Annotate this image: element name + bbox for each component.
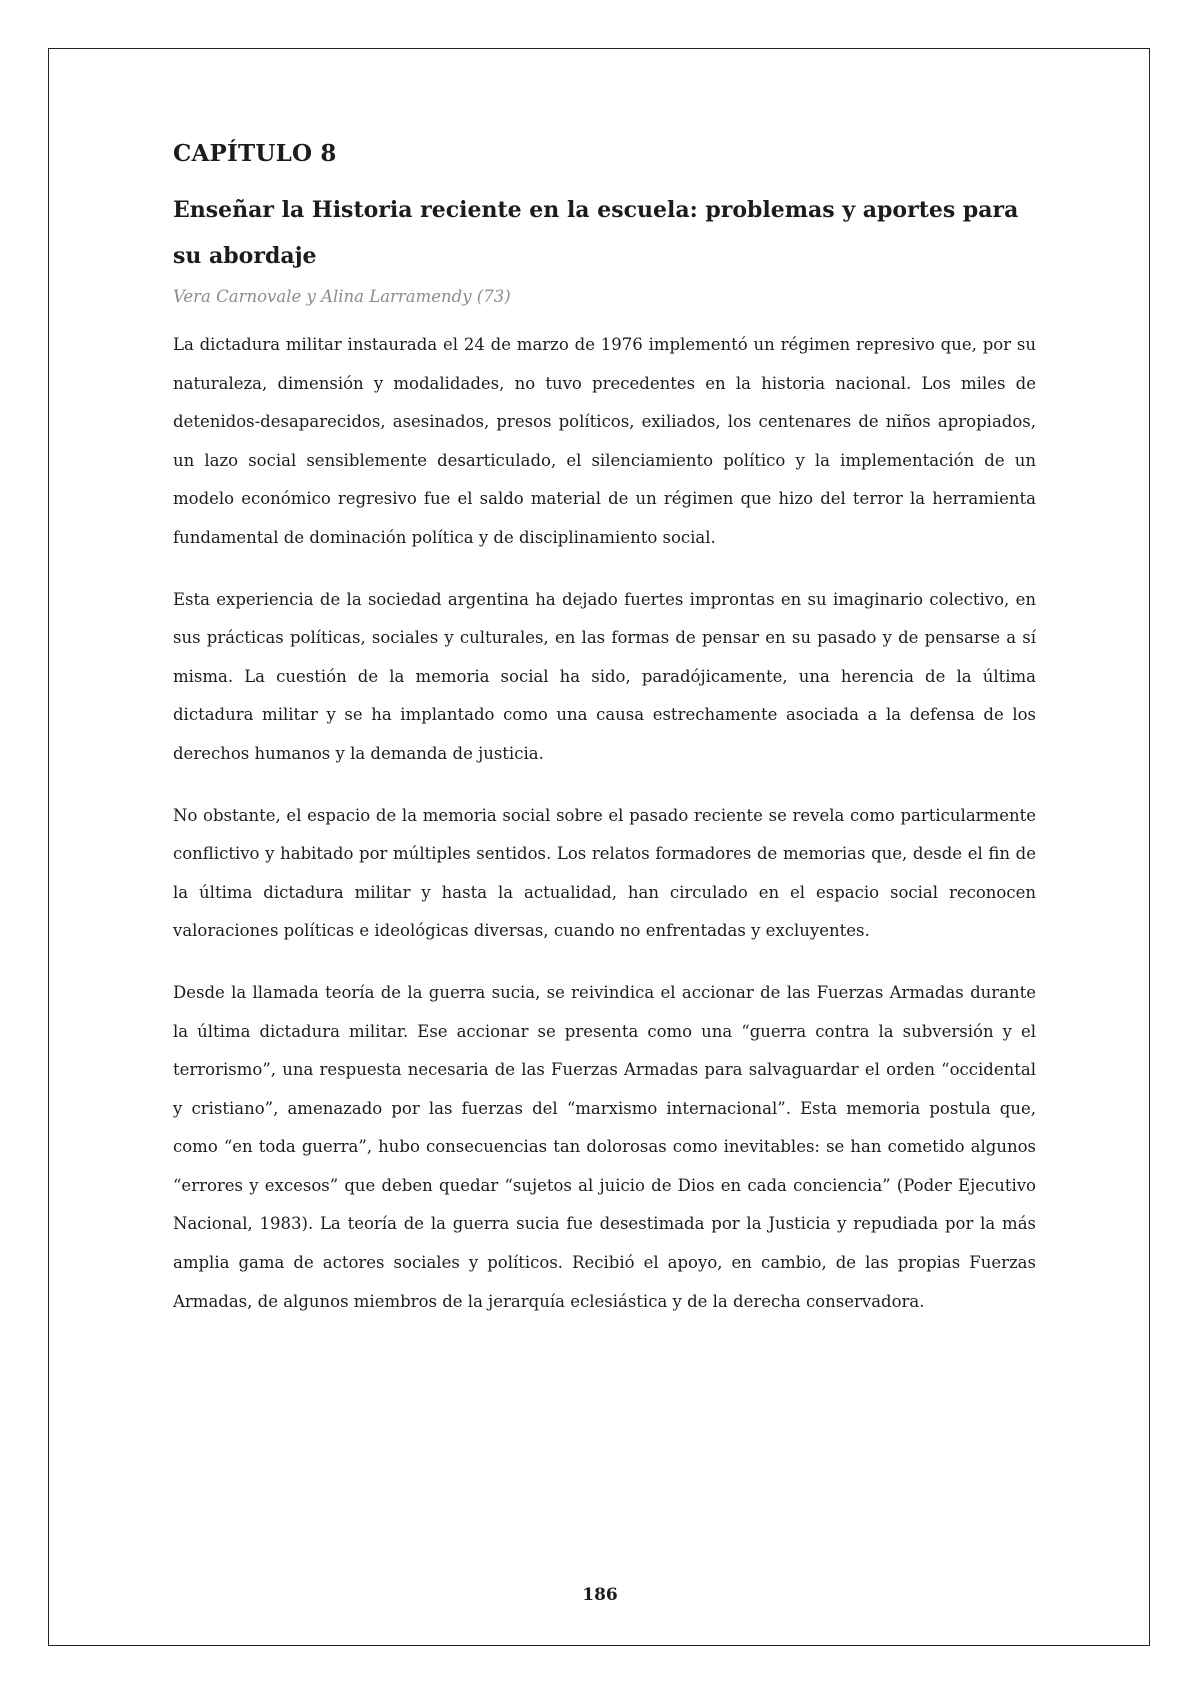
body-text (173, 326, 1036, 1321)
paragraph-2: Esta experiencia de la sociedad argentina ha dejado fuertes improntas en su imaginario colectivo, en sus prácticas políticas, sociales y culturales, en las formas de pensar en su pasado y de pensarse a sí misma. La cuestión de la memoria social ha sido, paradójicamente, una herencia de la última dictadura militar y se ha implantado como una causa estrechamente asociada a la defensa de los derechos humanos y la demanda de justicia. (173, 589, 1036, 763)
page-content (173, 140, 1036, 1344)
paragraph-4: Desde la llamada teoría de la guerra sucia, se reivindica el accionar de las Fuerzas Armadas durante la última dictadura militar. Ese accionar se presenta como una “guerra contra la subversión y el terrorismo”, una respuesta necesaria de las Fuerzas Armadas para salvaguardar el orden “occidental y cristiano”, amenazado por las fuerzas del “marxismo internacional”. Esta memoria postula que, como “en toda guerra”, hubo consecuencias tan dolorosas como inevitables: se han cometido algunos “errores y excesos” que deben quedar “sujetos al juicio de Dios en cada conciencia” (Poder Ejecutivo Nacional, 1983). La teoría de la guerra sucia fue desestimada por la Justicia y repudiada por la más amplia gama de actores sociales y políticos. Recibió el apoyo, en cambio, de las propias Fuerzas Armadas, de algunos miembros de la jerarquía eclesiástica y de la derecha conservadora. (173, 982, 1036, 1311)
paragraph-3: No obstante, el espacio de la memoria social sobre el pasado reciente se revela como particularmente conflictivo y habitado por múltiples sentidos. Los relatos formadores de memorias que, desde el fin de la última dictadura militar y hasta la actualidad, han circulado en el espacio social reconocen valoraciones políticas e ideológicas diversas, cuando no enfrentadas y excluyentes. (173, 805, 1036, 941)
chapter-label: CAPÍTULO 8 (173, 140, 337, 167)
chapter-authors: Vera Carnovale y Alina Larramendy (73) (173, 287, 511, 306)
chapter-title: Enseñar la Historia reciente en la escuela: problemas y aportes para su abordaje (173, 197, 1019, 269)
paragraph-1: La dictadura militar instaurada el 24 de marzo de 1976 implementó un régimen represivo que, por su naturaleza, dimensión y modalidades, no tuvo precedentes en la historia nacional. Los miles de detenidos-desaparecidos, asesinados, presos políticos, exiliados, los centenares de niños apropiados, un lazo social sensiblemente desarticulado, el silenciamiento político y la implementación de un modelo económico regresivo fue el saldo material de un régimen que hizo del terror la herramienta fundamental de dominación política y de disciplinamiento social. (173, 335, 1036, 547)
page-number: 186 (582, 1585, 618, 1605)
